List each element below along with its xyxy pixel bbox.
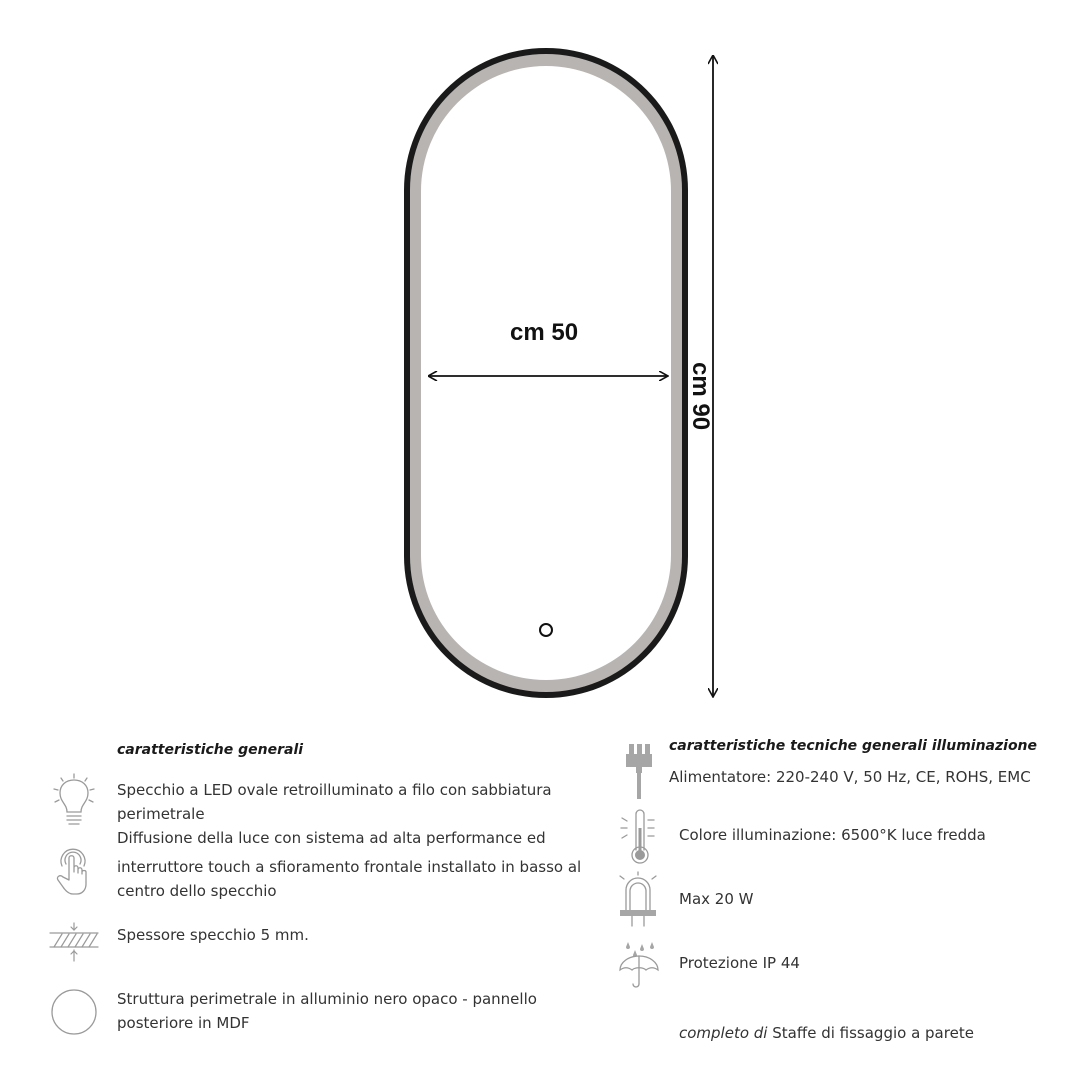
touch-hand-icon	[52, 844, 94, 896]
general-heading: caratteristiche generali	[117, 742, 304, 758]
footer-prefix: completo di	[679, 1024, 768, 1042]
lightbulb-icon	[52, 772, 96, 830]
width-label: cm 50	[510, 319, 579, 346]
umbrella-rain-icon	[616, 940, 662, 990]
led-icon	[616, 870, 660, 928]
technical-footer	[679, 1021, 974, 1045]
height-label: cm 90	[687, 362, 714, 431]
technical-item-2-text: Colore illuminazione: 6500°K luce fredda	[679, 826, 986, 844]
technical-item-3-text: Max 20 W	[679, 890, 754, 908]
technical-item-4-text: Protezione IP 44	[679, 954, 800, 972]
thickness-icon	[48, 921, 100, 965]
general-item-4-text: Struttura perimetrale in alluminio nero opaco - pannello posteriore in MDF	[117, 990, 537, 1032]
circle-icon	[50, 988, 98, 1036]
general-item-2-text-top: Diffusione della luce con sistema ad alta performance ed	[117, 829, 546, 847]
footer-text: Staffe di fissaggio a parete	[772, 1024, 974, 1042]
plug-icon	[624, 742, 654, 800]
thermometer-icon	[618, 808, 658, 866]
general-item-2-text: interruttore touch a sfioramento frontale installato in basso al centro dello specchio	[117, 858, 582, 900]
general-item-3-text: Spessore specchio 5 mm.	[117, 926, 309, 944]
technical-heading: caratteristiche tecniche generali illuminazione	[669, 738, 1038, 754]
technical-item-1-text: Alimentatore: 220-240 V, 50 Hz, CE, ROHS, EMC	[669, 768, 1031, 786]
general-item-1-text: Specchio a LED ovale retroilluminato a filo con sabbiatura perimetrale	[117, 781, 552, 823]
mirror-frame	[404, 48, 688, 698]
